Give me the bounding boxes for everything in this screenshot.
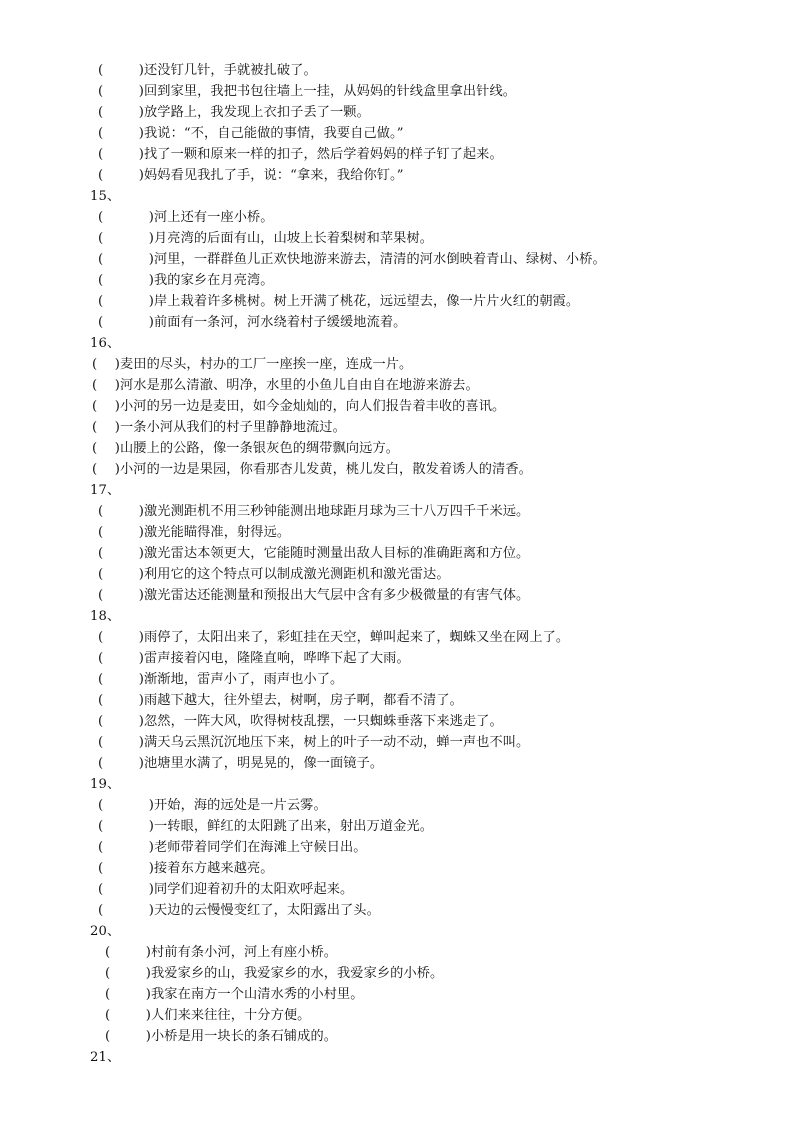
sentence-text: 村前有条小河，河上有座小桥。 [151, 945, 338, 960]
question-number: 17、 [90, 483, 121, 498]
order-blank[interactable]: ( ) [98, 168, 144, 183]
sentence-text: 老师带着同学们在海滩上守候日出。 [154, 840, 367, 855]
sentence-text: 激光雷达还能测量和预报出大气层中含有多少极微量的有害气体。 [144, 588, 530, 603]
order-blank[interactable]: ( ) [105, 966, 151, 981]
question-number: 18、 [90, 609, 121, 624]
sentence-text: 渐渐地，雷声小了，雨声也小了。 [144, 672, 344, 687]
sentence-row [0, 543, 794, 564]
sentence-text: 小河的另一边是麦田，如今金灿灿的，向人们报告着丰收的喜讯。 [120, 399, 506, 414]
question-section [0, 774, 794, 921]
order-blank[interactable]: ( ) [98, 651, 144, 666]
sentence-row [0, 879, 794, 900]
question-section [0, 186, 794, 333]
sentence-text: 山腰上的公路，像一条银灰色的绸带飘向远方。 [120, 441, 400, 456]
sentence-row [0, 669, 794, 690]
sentence-text: 小桥是用一块长的条石铺成的。 [151, 1029, 338, 1044]
order-blank[interactable]: ( ) [98, 861, 154, 876]
sentence-row [0, 1005, 794, 1026]
order-blank[interactable]: ( ) [92, 357, 120, 372]
sentence-text: 利用它的这个特点可以制成激光测距机和激光雷达。 [144, 567, 450, 582]
sentence-row [0, 753, 794, 774]
sentence-text: 雨停了，太阳出来了，彩虹挂在天空，蝉叫起来了，蜘蛛又坐在网上了。 [144, 630, 570, 645]
order-blank[interactable]: ( ) [98, 672, 144, 687]
sentence-row [0, 102, 794, 123]
order-blank[interactable]: ( ) [92, 420, 120, 435]
order-blank[interactable]: ( ) [98, 231, 154, 246]
sentence-row [0, 795, 794, 816]
order-blank[interactable]: ( ) [92, 462, 120, 477]
sentence-text: 回到家里，我把书包往墙上一挂，从妈妈的针线盒里拿出针线。 [144, 84, 517, 99]
order-blank[interactable]: ( ) [105, 945, 151, 960]
question-number: 21、 [90, 1050, 121, 1065]
question-section [0, 480, 794, 606]
order-blank[interactable]: ( ) [92, 399, 120, 414]
sentence-text: 月亮湾的后面有山，山坡上长着梨树和苹果树。 [154, 231, 434, 246]
sentence-row [0, 501, 794, 522]
question-section [0, 333, 794, 480]
sentence-text: 我家在南方一个山清水秀的小村里。 [151, 987, 364, 1002]
sentence-row [0, 396, 794, 417]
question-number: 15、 [90, 189, 121, 204]
sentence-text: 人们来来往往，十分方便。 [151, 1008, 311, 1023]
order-blank[interactable]: ( ) [98, 63, 144, 78]
sentence-row [0, 984, 794, 1005]
sentence-row [0, 207, 794, 228]
sentence-row [0, 942, 794, 963]
sentence-row [0, 711, 794, 732]
sentence-text: 激光雷达本领更大，它能随时测量出敌人目标的准确距离和方位。 [144, 546, 530, 561]
sentence-text: 雨越下越大，往外望去，树啊，房子啊，都看不清了。 [144, 693, 463, 708]
order-blank[interactable]: ( ) [105, 987, 151, 1002]
sentence-text: 激光测距机不用三秒钟能测出地球距月球为三十八万四千千米远。 [144, 504, 530, 519]
sentence-row [0, 438, 794, 459]
sentence-text: 河里，一群群鱼儿正欢快地游来游去，清清的河水倒映着青山、绿树、小桥。 [154, 252, 606, 267]
sentence-text: 放学路上，我发现上衣扣子丢了一颗。 [144, 105, 370, 120]
order-blank[interactable]: ( ) [98, 819, 154, 834]
sentence-text: 一转眼，鲜红的太阳跳了出来，射出万道金光。 [154, 819, 434, 834]
order-blank[interactable]: ( ) [92, 441, 120, 456]
order-blank[interactable]: ( ) [98, 798, 154, 813]
sentence-row [0, 564, 794, 585]
order-blank[interactable]: ( ) [98, 84, 144, 99]
sentence-text: 开始，海的远处是一片云雾。 [154, 798, 327, 813]
order-blank[interactable]: ( ) [98, 882, 154, 897]
sentence-text: 还没钉几针，手就被扎破了。 [144, 63, 317, 78]
sentence-row [0, 270, 794, 291]
order-blank[interactable]: ( ) [98, 588, 144, 603]
order-blank[interactable]: ( ) [98, 294, 154, 309]
question-section [0, 1047, 794, 1068]
sentence-text: 找了一颗和原来一样的扣子，然后学着妈妈的样子钉了起来。 [144, 147, 503, 162]
sentence-row [0, 60, 794, 81]
order-blank[interactable]: ( ) [98, 210, 154, 225]
order-blank[interactable]: ( ) [98, 735, 144, 750]
sentence-row [0, 249, 794, 270]
sentence-text: 池塘里水满了，明晃晃的，像一面镜子。 [144, 756, 384, 771]
sentence-row [0, 228, 794, 249]
order-blank[interactable]: ( ) [98, 546, 144, 561]
sentence-row [0, 690, 794, 711]
order-blank[interactable]: ( ) [98, 756, 144, 771]
sentence-row [0, 585, 794, 606]
sentence-row [0, 375, 794, 396]
sentence-row [0, 900, 794, 921]
order-blank[interactable]: ( ) [98, 840, 154, 855]
question-section [0, 606, 794, 774]
order-blank[interactable]: ( ) [98, 903, 154, 918]
order-blank[interactable]: ( ) [98, 525, 144, 540]
sentence-text: 麦田的尽头，村办的工厂一座挨一座，连成一片。 [120, 357, 413, 372]
order-blank[interactable]: ( ) [98, 147, 144, 162]
sentence-row [0, 648, 794, 669]
sentence-row [0, 816, 794, 837]
sentence-text: 河上还有一座小桥。 [154, 210, 274, 225]
sentence-row [0, 291, 794, 312]
order-blank[interactable]: ( ) [105, 1008, 151, 1023]
sentence-row [0, 732, 794, 753]
sentence-text: 激光能瞄得准，射得远。 [144, 525, 291, 540]
order-blank[interactable]: ( ) [92, 378, 120, 393]
question-number: 20、 [90, 924, 121, 939]
sentence-row [0, 165, 794, 186]
sentence-text: 妈妈看见我扎了手，说：“拿来，我给你钉。” [144, 168, 404, 183]
sentence-text: 我说：“不，自己能做的事情，我要自己做。” [144, 126, 404, 141]
order-blank[interactable]: ( ) [98, 504, 144, 519]
sentence-row [0, 522, 794, 543]
question-number: 16、 [90, 336, 121, 351]
sentence-row [0, 354, 794, 375]
sentence-row [0, 837, 794, 858]
sentence-text: 一条小河从我们的村子里静静地流过。 [120, 420, 346, 435]
worksheet-page [0, 60, 794, 1068]
sentence-text: 前面有一条河，河水绕着村子缓缓地流着。 [154, 315, 407, 330]
order-blank[interactable]: ( ) [98, 105, 144, 120]
sentence-text: 天边的云慢慢变红了，太阳露出了头。 [154, 903, 380, 918]
sentence-row [0, 459, 794, 480]
order-blank[interactable]: ( ) [98, 714, 144, 729]
order-blank[interactable]: ( ) [98, 315, 154, 330]
question-section [0, 60, 794, 186]
order-blank[interactable]: ( ) [98, 630, 144, 645]
sentence-text: 同学们迎着初升的太阳欢呼起来。 [154, 882, 354, 897]
sentence-row [0, 627, 794, 648]
order-blank[interactable]: ( ) [98, 252, 154, 267]
sentence-text: 忽然，一阵大风，吹得树枝乱摆，一只蜘蛛垂落下来逃走了。 [144, 714, 503, 729]
sentence-text: 雷声接着闪电，隆隆直响，哗哗下起了大雨。 [144, 651, 410, 666]
order-blank[interactable]: ( ) [105, 1029, 151, 1044]
sentence-text: 河水是那么清澈、明净，水里的小鱼儿自由自在地游来游去。 [120, 378, 479, 393]
sentence-text: 小河的一边是果园，你看那杏儿发黄，桃儿发白，散发着诱人的清香。 [120, 462, 532, 477]
question-section [0, 921, 794, 1047]
sentence-text: 满天乌云黑沉沉地压下来，树上的叶子一动不动，蝉一声也不叫。 [144, 735, 530, 750]
sentence-text: 我的家乡在月亮湾。 [154, 273, 274, 288]
order-blank[interactable]: ( ) [98, 567, 144, 582]
sentence-row [0, 144, 794, 165]
order-blank[interactable]: ( ) [98, 693, 144, 708]
sentence-row [0, 123, 794, 144]
sentence-row [0, 312, 794, 333]
sentence-row [0, 1026, 794, 1047]
order-blank[interactable]: ( ) [98, 126, 144, 141]
sentence-text: 接着东方越来越亮。 [154, 861, 274, 876]
sentence-row [0, 963, 794, 984]
sentence-text: 我爱家乡的山，我爱家乡的水，我爱家乡的小桥。 [151, 966, 444, 981]
sentence-text: 岸上栽着许多桃树。树上开满了桃花，远远望去，像一片片火红的朝霞。 [154, 294, 580, 309]
question-number: 19、 [90, 777, 121, 792]
sentence-row [0, 417, 794, 438]
sentence-row [0, 858, 794, 879]
order-blank[interactable]: ( ) [98, 273, 154, 288]
sentence-row [0, 81, 794, 102]
